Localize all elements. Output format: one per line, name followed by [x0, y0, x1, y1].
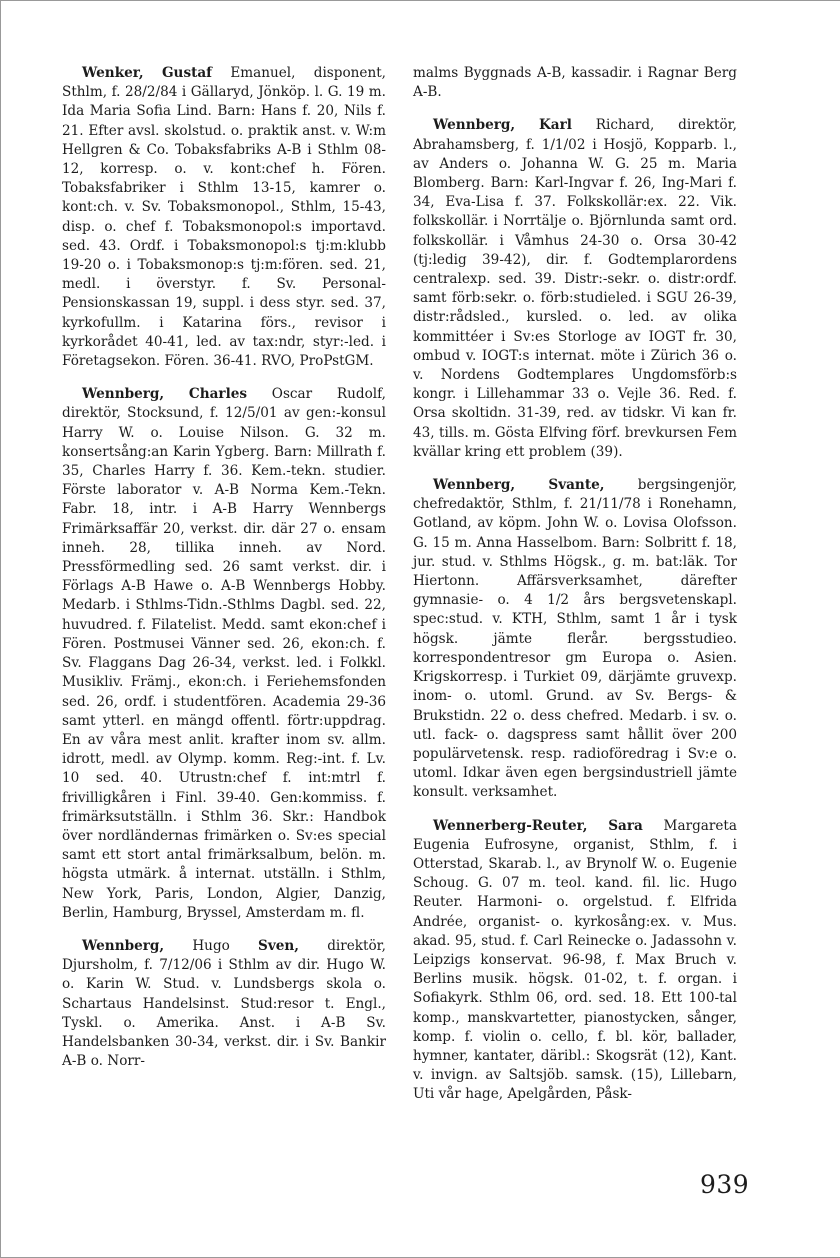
entry-wennerberg-reuter-sara: [413, 817, 737, 1105]
entry-surname: Wennberg,: [82, 937, 165, 954]
page-number: 939: [700, 1170, 750, 1199]
entry-text: Oscar Rudolf, direktör, Stocksund, f. 12/5/01 av gen:-konsul Harry W. o. Louise Nilson. G. 32 m. konsertsång:an Karin Ygberg. Barn: Millrath f. 35, Charles Harry f. 36. Kem.-tekn. studier. Förste laborator v. A-B Norma Kem.-Tekn. Fabr. 18, intr. i A-B Harry Wennbergs Frimärksaffär 20, verkst. dir. där 27 o. ensam inneh. 28, tillika inneh. av Nord. Pressförmedling sed. 26 samt verkst. dir. i Förlags A-B Hawe o. A-B Wennbergs Hobby. Medarb. i Sthlms-Tidn.-Sthlms Dagbl. sed. 22, huvudred. f. Filatelist. Medd. samt ekon:chef i Fören. Postmusei Vänner sed. 26, ekon:ch. f. Sv. Flaggans Dag 26-34, verkst. led. i Folkkl. Musikliv. Främj., ekon:ch. i Feriehemsfonden sed. 26, ordf. i studentfören. Academia 29-36 samt ytterl. en mängd offentl. förtr:uppdrag. En av våra mest anlit. krafter inom sv. allm. idrott, medl. av Olymp. komm. Reg:-int. f. Lv. 10 sed. 40. Utrustn:chef f. int:mtrl f. frivilligkåren i Finl. 39-40. Gen:kommiss. f. frimärksutställn. i Sthlm 36. Skr.: Handbok över nordländernas frimärken o. Sv:es special samt ett stort antal frimärksalbum, belön. m. högsta utmärk. å internat. utställn. i Sthlm, New York, Paris, London, Algier, Danzig, Berlin, Hamburg, Bryssel, Amsterdam m. fl.: [62, 386, 386, 921]
entry-surname: Wenker,: [82, 65, 144, 81]
entry-given-name-plain: Hugo: [164, 937, 259, 954]
entry-surname: Wennberg,: [433, 117, 516, 134]
right-column: [413, 64, 737, 1119]
entry-wennberg-karl: [413, 116, 737, 462]
entry-text: Richard, direktör, Abrahamsberg, f. 1/1/02 i Hosjö, Kopparb. l., av Anders o. Johanna W. G. 25 m. Maria Blomberg. Barn: Karl-Ingvar f. 26, Ing-Mari f. 34, Eva-Lisa f. 37. Folkskollär:ex. 22. Vik. folkskollär. i Norrtälje o. Björnlunda samt ord. folkskollär. i Våmhus 24-30 o. Orsa 30-42 (tj:ledig 39-42), dir. f. Godtemplarordens centralexp. sed. 39. Distr:-sekr. o. distr:ordf. samt förb:sekr. o. förb:studieled. i SGU 26-39, distr:rådsled., kursled. o. led. av olika kommittéer i Sv:es Storloge av IOGT fr. 30, ombud v. IOGT:s internat. möte i Zürich 36 o. v. Nordens Godtemplares Ungdomsförb:s kongr. i Lillehammar 33 o. Vejle 36. Red. f. Orsa skoltidn. 31-39, red. av tidskr. Vi kan fr. 43, tills. m. Gösta Elfving förf. brevkursen Fem kvällar kring ett problem (39).: [413, 117, 737, 460]
entry-text: direktör, Djursholm, f. 7/12/06 i Sthlm av dir. Hugo W. o. Karin W. Stud. v. Lundsbergs skola o. Schartaus Handelsinst. Stud:resor t. Engl., Tyskl. o. Amerika. Anst. i A-B Sv. Handelsbanken 30-34, verkst. dir. i Sv. Bankir A-B o. Norr-: [62, 937, 387, 1070]
left-column: [62, 64, 386, 1085]
entry-surname: Wennberg,: [433, 477, 516, 494]
entry-given-name: Gustaf: [161, 65, 213, 81]
entry-text: Emanuel, disponent, Sthlm, f. 28/2/84 i Gällaryd, Jönköp. l. G. 19 m. Ida Maria Sofia Lind. Barn: Hans f. 20, Nils f. 21. Efter avsl. skolstud. o. praktik anst. v. W:m Hellgren & Co. Tobaksfabriks A-B i Sthlm 08-12, korresp. o. v. kont:chef h. Fören. Tobaksfabriker i Sthlm 13-15, kamrer o. kont:ch. v. Sv. Tobaksmonopol., Sthlm, 15-43, disp. o. chef f. Tobaksmonopol:s importavd. sed. 43. Ordf. i Tobaksmonopol:s tj:m:klubb 19-20 o. i Tobaksmonop:s tj:m:fören. sed. 21, medl. i överstyr. f. Sv. Personal-Pensionskassan 19, suppl. i dess styr. sed. 37, kyrkofullm. i Katarina förs., revisor i kyrkorådet 40-41, led. av tax:ndr, styr:-led. i Företagsekon. Fören. 36-41. RVO, ProPstGM.: [62, 65, 386, 370]
entry-text: bergsingenjör, chefredaktör, Sthlm, f. 21/11/78 i Ronehamn, Gotland, av köpm. John W. o. Lovisa Olofsson. G. 15 m. Anna Hasselbom. Barn: Solbritt f. 18, jur. stud. v. Sthlms Högsk., g. m. bat:läk. Tor Hiertonn. Affärsverksamhet, därefter gymnasie- o. 4 1/2 års bergsvetenskapl. spec:stud. v. KTH, Sthlm, samt 1 år i tysk högsk. jämte flerår. bergsstudieo. korrespondentresor gm Europa o. Asien. Krigskorresp. i Turkiet 09, därjämte gruvexp. inom- o. utoml. Grund. av Sv. Bergs- & Brukstidn. 22 o. dess chefred. Medarb. i sv. o. utl. fack- o. dagspress samt hållit över 200 populärvetensk. resp. radioföredrag i Sv:e o. utoml. Idkar även egen bergsindustriell jämte konsult. verksamhet.: [413, 477, 737, 801]
entry-wennberg-svante: [413, 476, 737, 802]
entry-text: Margareta Eugenia Eufrosyne, organist, Sthlm, f. i Otterstad, Skarab. l., av Brynolf W. o. Eugenie Schoug. G. 07 m. teol. kand. fil. lic. Hugo Reuter. Harmoni- o. orgelstud. f. Elfrida Andrée, organist- o. kyrkosång:ex. v. Mus. akad. 95, stud. f. Carl Reinecke o. Jadassohn v. Leipzigs konservat. 96-98, f. Max Bruch v. Berlins musik. högsk. 01-02, t. f. organ. i Sofiakyrk. Sthlm 06, ord. sed. 18. Ett 100-tal komp., manskvartetter, pianostycken, sånger, komp. f. violin o. cello, f. bl. kör, ballader, hymner, kantater, däribl.: Skogsrät (12), Kant. v. invign. av Saltsjöb. samsk. (15), Lillebarn, Uti vår hage, Apelgården, Påsk-: [413, 817, 737, 1103]
scan-top-edge: [0, 0, 840, 1]
entry-surname: Wennerberg-Reuter,: [433, 817, 588, 834]
entry-wennberg-sven: [62, 937, 386, 1071]
entry-wennberg-charles: [62, 385, 386, 923]
entry-given-name: Svante,: [548, 477, 605, 494]
entry-given-name: Sven,: [258, 937, 300, 954]
entry-given-name: Sara: [608, 817, 643, 834]
scan-left-edge: [0, 0, 1, 1258]
entry-surname: Wennberg,: [82, 386, 165, 403]
entry-wenker-gustaf: [62, 64, 386, 371]
entry-continuation: malms Byggnads A-B, kassadir. i Ragnar Berg A-B.: [413, 65, 737, 101]
entry-given-name: Charles: [188, 386, 248, 403]
entry-given-name: Karl: [538, 117, 572, 134]
